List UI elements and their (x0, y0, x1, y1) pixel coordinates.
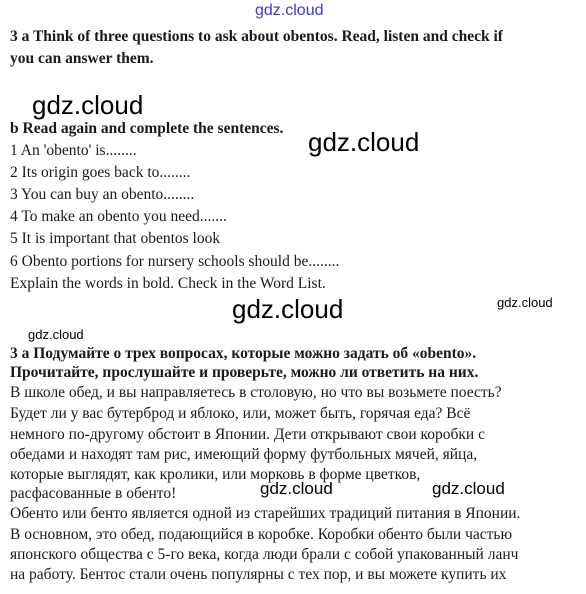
sentence-1: 1 An 'obento' is........ (10, 142, 137, 159)
sentence-2: 2 Its origin goes back to........ (10, 164, 191, 181)
sentence-5: 5 It is important that obentos look (10, 230, 221, 247)
watermark-left-1: gdz.cloud (32, 90, 144, 120)
ru-p1-line-2: Будет ли у вас бутерброд и яблоко, или, может быть, горячая еда? Всё (10, 405, 471, 422)
watermark-top: gdz.cloud (255, 2, 324, 19)
watermark-mid-2: gdz.cloud (432, 479, 505, 498)
sentence-6: 6 Obento portions for nursery schools should be........ (10, 253, 340, 270)
watermark-mid-1: gdz.cloud (260, 479, 333, 498)
ru-p2-line-1: Обенто или бенто является одной из старейших традиций питания в Японии. (10, 505, 521, 522)
ru-p2-line-2: В основном, это обед, подающийся в коробке. Коробки обенто были частью (10, 526, 513, 543)
watermark-small-left: gdz.cloud (28, 327, 84, 342)
ru-p1-line-1: В школе обед, и вы направляетесь в столовую, но что вы возьмете поесть? (10, 384, 502, 401)
ru-p2-line-3: японского общества с 5-го века, когда люди брали с собой упакованный ланч (10, 546, 519, 563)
explain-words: Explain the words in bold. Check in the Word List. (10, 275, 326, 292)
ru-p1-line-5: которые выглядят, как кролики, или морковь в форме цветков, (10, 466, 421, 483)
task3a-line-1: 3 a Think of three questions to ask about obentos. Read, listen and check if (10, 28, 503, 45)
ru-task-line-1: 3 а Подумайте о трех вопросах, которые можно задать об «obento». (10, 345, 477, 362)
ru-task-line-2: Прочитайте, прослушайте и проверьте, можно ли ответить на них. (10, 364, 479, 381)
ru-p1-line-6: расфасованные в обенто! (10, 485, 177, 502)
ru-p2-line-4: на работу. Бентос стали очень популярны с тех пор, и вы можете купить их (10, 566, 507, 583)
watermark-small-right: gdz.cloud (497, 295, 553, 310)
task3a-line-2: you can answer them. (10, 50, 154, 67)
sentence-3: 3 You can buy an obento........ (10, 186, 195, 203)
sentence-4: 4 To make an obento you need....... (10, 208, 227, 225)
watermark-right-1: gdz.cloud (308, 127, 420, 157)
ru-p1-line-4: обедами и находят там рис, имеющий форму футбольных мячей, яйца, (10, 446, 478, 463)
task3b-title: b Read again and complete the sentences. (10, 120, 284, 137)
ru-p1-line-3: немного по-другому обстоит в Японии. Дети открывают свои коробки с (10, 426, 485, 443)
watermark-center: gdz.cloud (232, 294, 344, 324)
